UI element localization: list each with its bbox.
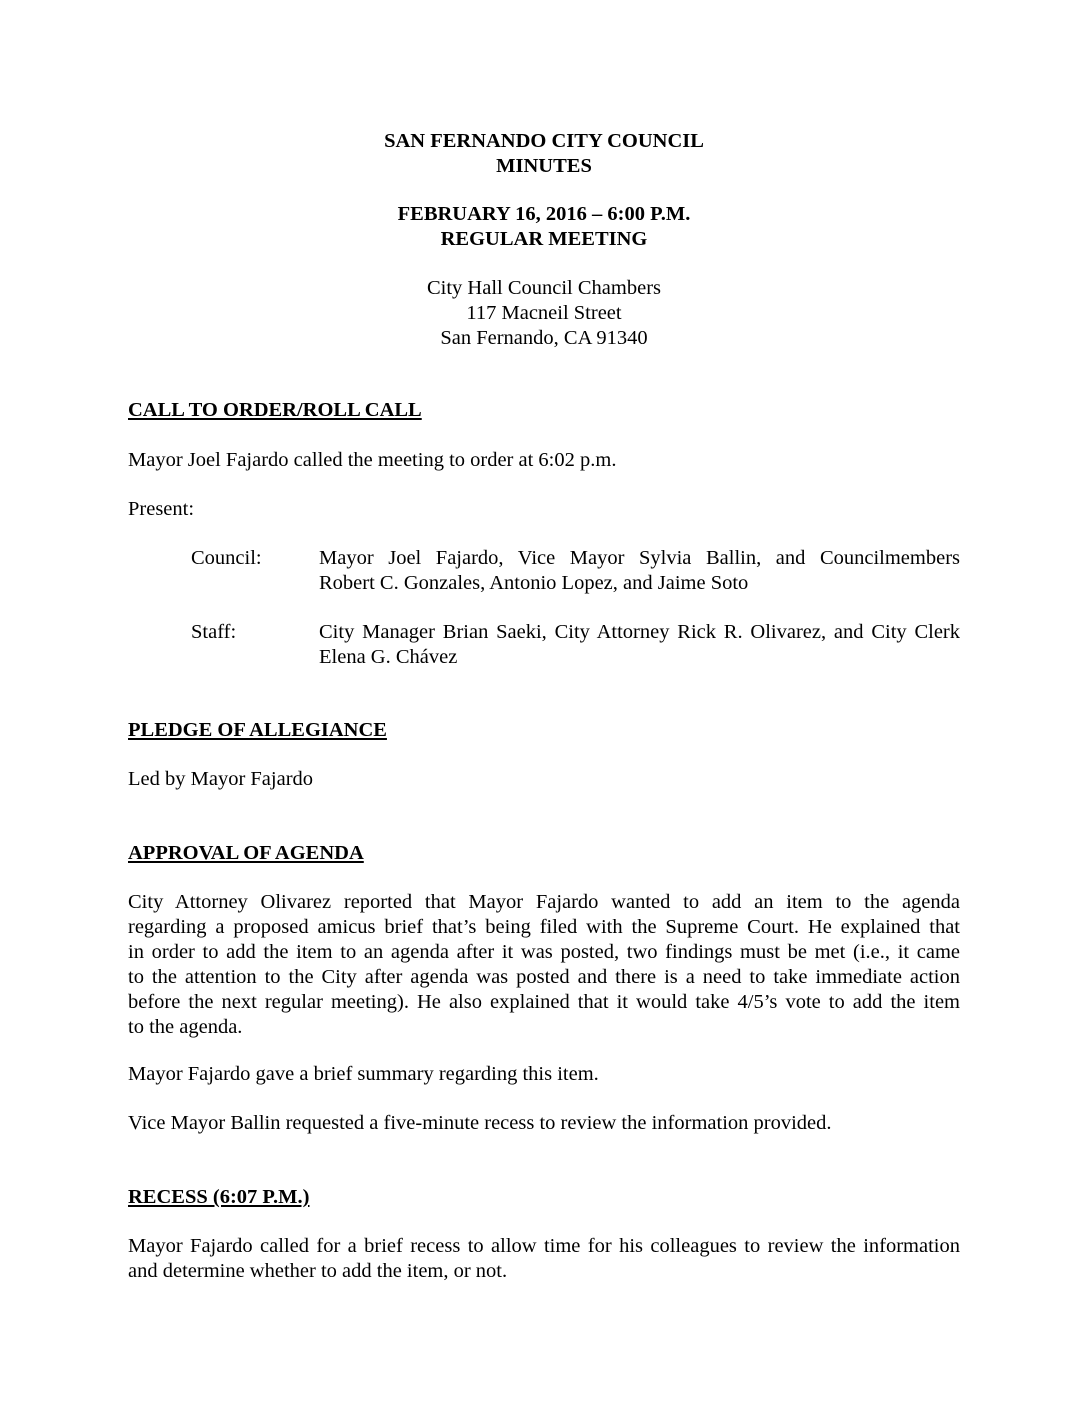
approval-line: regarding a proposed amicus brief that’s being filed with the Supreme Court. He explained that <box>128 916 960 938</box>
title-line-1: SAN FERNANDO CITY COUNCIL <box>384 130 704 152</box>
meeting-location <box>0 276 1088 351</box>
location-line-3: San Fernando, CA 91340 <box>440 327 648 349</box>
approval-paragraph-1 <box>128 890 960 1040</box>
call-to-order-text: Mayor Joel Fajardo called the meeting to order at 6:02 p.m. <box>128 449 617 471</box>
title-line-2: MINUTES <box>496 155 592 177</box>
recess-paragraph <box>128 1234 960 1284</box>
staff-members <box>319 620 960 670</box>
council-members-line-1: Mayor Joel Fajardo, Vice Mayor Sylvia Ballin, and Councilmembers <box>319 547 960 569</box>
approval-line: to the agenda. <box>128 1016 243 1038</box>
recess-line: and determine whether to add the item, or not. <box>128 1260 508 1282</box>
approval-line: City Attorney Olivarez reported that Mayor Fajardo wanted to add an item to the agenda <box>128 891 960 913</box>
location-line-1: City Hall Council Chambers <box>426 277 662 299</box>
approval-paragraph-2: Mayor Fajardo gave a brief summary regarding this item. <box>128 1063 599 1085</box>
council-label: Council: <box>191 547 262 569</box>
meeting-date: FEBRUARY 16, 2016 – 6:00 P.M. <box>397 203 691 225</box>
approval-line: in order to add the item to an agenda after it was posted, two findings must be met (i.e., it came <box>128 941 960 963</box>
recess-line: Mayor Fajardo called for a brief recess to allow time for his colleagues to review the information <box>128 1235 960 1257</box>
approval-line: to the attention to the City after agenda was posted and there is a need to take immediate action <box>128 966 960 988</box>
pledge-heading: PLEDGE OF ALLEGIANCE <box>128 719 387 741</box>
location-line-2: 117 Macneil Street <box>466 302 622 324</box>
pledge-text: Led by Mayor Fajardo <box>128 768 314 790</box>
staff-members-line-1: City Manager Brian Saeki, City Attorney Rick R. Olivarez, and City Clerk <box>319 621 960 643</box>
present-label: Present: <box>128 498 195 520</box>
approval-heading: APPROVAL OF AGENDA <box>128 842 364 864</box>
document-title <box>0 129 1088 179</box>
staff-label: Staff: <box>191 621 237 643</box>
approval-line: before the next regular meeting). He also explained that it would take 4/5’s vote to add the item <box>128 991 960 1013</box>
council-members <box>319 546 960 596</box>
meeting-date-block <box>0 202 1088 252</box>
call-to-order-heading: CALL TO ORDER/ROLL CALL <box>128 399 422 421</box>
council-members-line-2: Robert C. Gonzales, Antonio Lopez, and Jaime Soto <box>319 572 749 594</box>
recess-heading: RECESS (6:07 P.M.) <box>128 1186 310 1208</box>
approval-paragraph-3: Vice Mayor Ballin requested a five-minute recess to review the information provided. <box>128 1112 832 1134</box>
staff-members-line-2: Elena G. Chávez <box>319 646 458 668</box>
meeting-type: REGULAR MEETING <box>440 228 648 250</box>
